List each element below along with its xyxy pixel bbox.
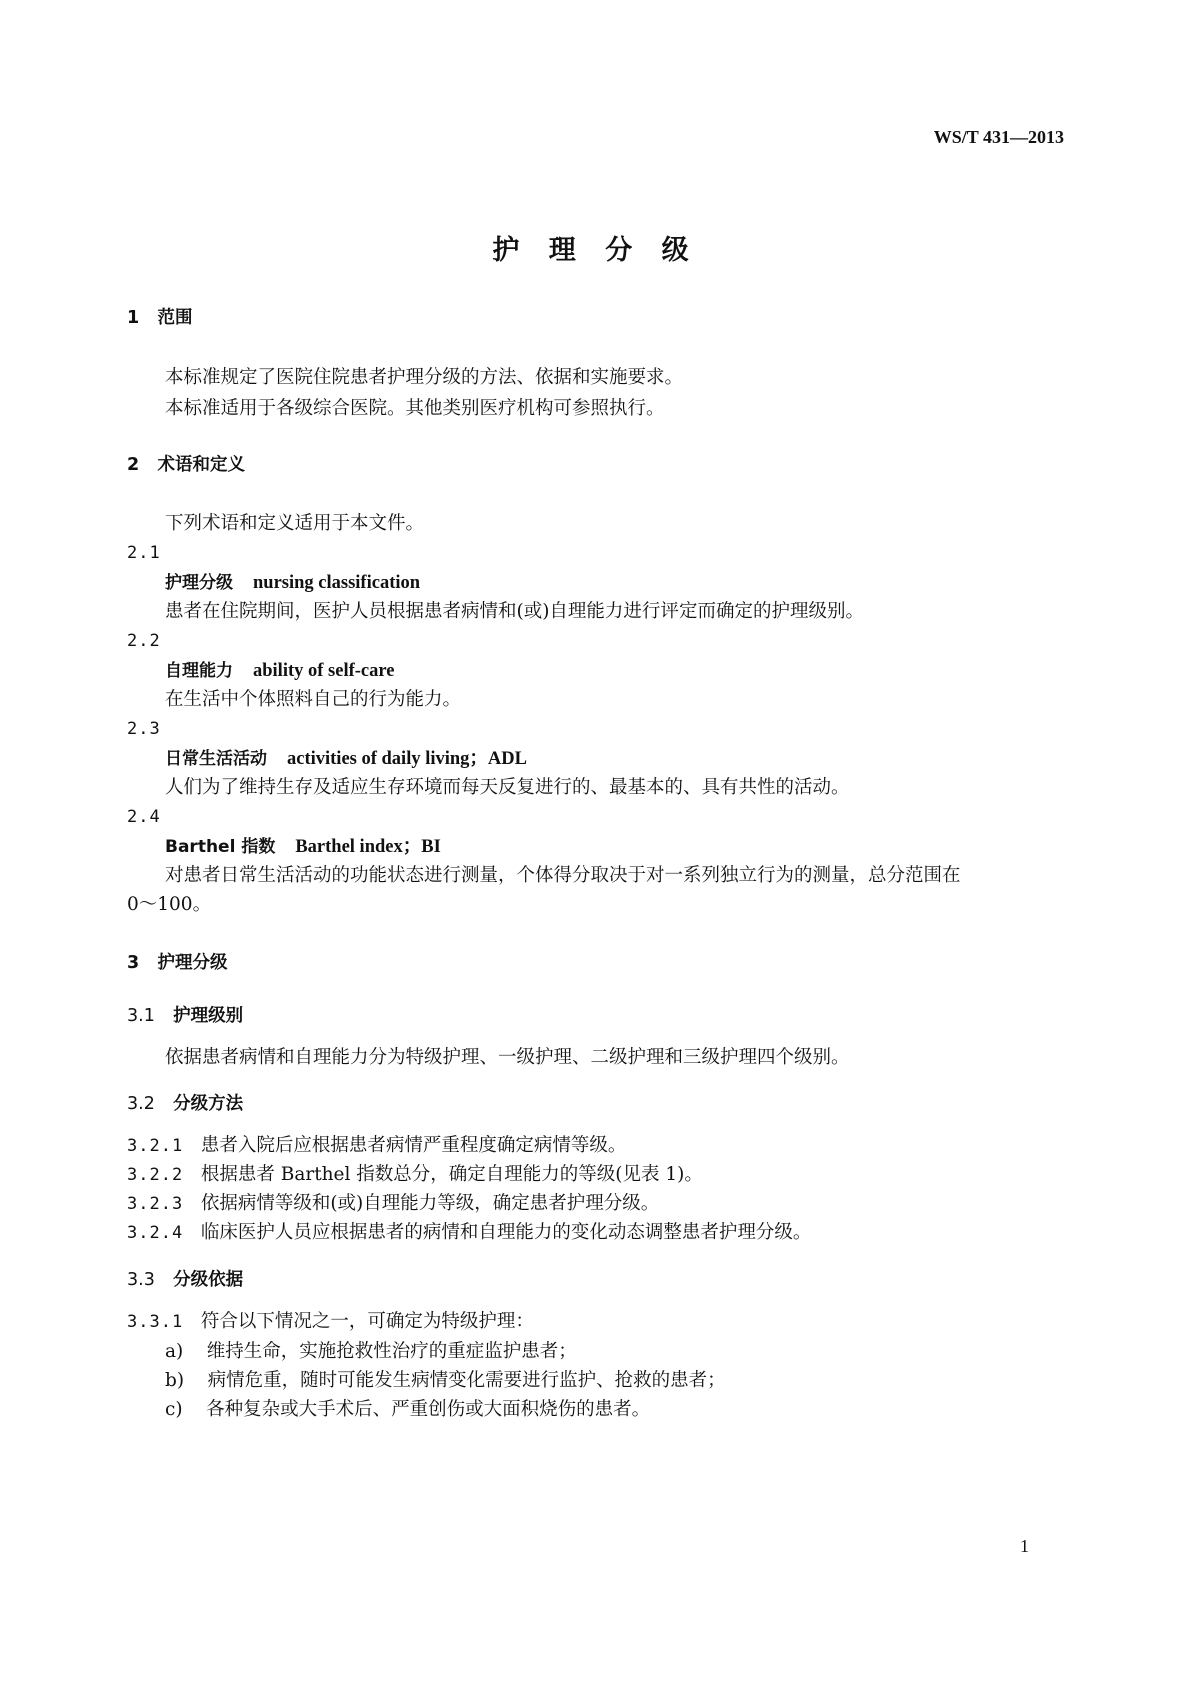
term-en: ability of self-care	[253, 661, 395, 681]
clause-number: 3.3.1	[127, 1312, 184, 1332]
list-label: b)	[165, 1370, 185, 1391]
clause-text: 依据病情等级和(或)自理能力等级，确定患者护理分级。	[200, 1193, 660, 1214]
term-number: 2.3	[127, 719, 161, 739]
subsection-number: 3.3	[127, 1270, 155, 1290]
term-heading	[165, 659, 394, 683]
section-number: 1	[127, 308, 140, 328]
term-heading	[165, 747, 527, 771]
paragraph: 下列术语和定义适用于本文件。	[165, 513, 425, 534]
list-text: 维持生命，实施抢救性治疗的重症监护患者；	[206, 1341, 577, 1362]
subsection-title: 分级方法	[173, 1094, 244, 1114]
term-definition: 在生活中个体照料自己的行为能力。	[165, 689, 462, 710]
term-en: activities of daily living；ADL	[287, 749, 527, 769]
section-number: 3	[127, 953, 140, 973]
term-zh: Barthel 指数	[165, 837, 276, 857]
term-number: 2.4	[127, 807, 161, 827]
section-3-heading	[127, 951, 227, 975]
clause-text: 患者入院后应根据患者病情严重程度确定病情等级。	[200, 1135, 627, 1156]
subsection-number: 3.1	[127, 1006, 155, 1026]
subsection-title: 护理级别	[173, 1006, 244, 1026]
clause	[127, 1221, 811, 1245]
clause	[127, 1163, 703, 1187]
list-item	[165, 1398, 650, 1422]
paragraph: 本标准适用于各级综合医院。其他类别医疗机构可参照执行。	[165, 398, 665, 419]
clause-number: 3.2.1	[127, 1136, 184, 1156]
term-zh: 自理能力	[165, 661, 233, 681]
term-en: nursing classification	[253, 573, 421, 593]
section-2-heading	[127, 453, 245, 477]
subsection-3-2-heading	[127, 1092, 243, 1116]
subsection-3-1-heading	[127, 1004, 243, 1028]
clause-number: 3.2.2	[127, 1165, 184, 1185]
standard-number: WS/T 431—2013	[933, 127, 1064, 147]
list-label: a)	[165, 1341, 184, 1362]
term-definition: 人们为了维持生存及适应生存环境而每天反复进行的、最基本的、具有共性的活动。	[165, 777, 850, 798]
section-title: 术语和定义	[157, 455, 245, 475]
list-text: 各种复杂或大手术后、严重创伤或大面积烧伤的患者。	[206, 1399, 651, 1420]
section-title: 范围	[157, 308, 193, 328]
clause	[127, 1134, 626, 1158]
term-heading	[165, 835, 441, 859]
list-text: 病情危重，随时可能发生病情变化需要进行监护、抢救的患者；	[207, 1370, 726, 1391]
section-title: 护理分级	[157, 953, 228, 973]
clause-text: 符合以下情况之一，可确定为特级护理：	[200, 1311, 534, 1332]
term-zh: 日常生活活动	[165, 749, 267, 769]
clause-text: 临床医护人员应根据患者的病情和自理能力的变化动态调整患者护理分级。	[200, 1222, 812, 1243]
subsection-number: 3.2	[127, 1094, 155, 1114]
term-number: 2.1	[127, 543, 161, 563]
clause-number: 3.2.4	[127, 1223, 184, 1243]
section-number: 2	[127, 455, 140, 475]
term-definition: 患者在住院期间，医护人员根据患者病情和(或)自理能力进行评定而确定的护理级别。	[165, 601, 864, 622]
list-item	[165, 1340, 577, 1364]
list-item	[165, 1369, 726, 1393]
page-number: 1	[1020, 1536, 1029, 1556]
paragraph: 依据患者病情和自理能力分为特级护理、一级护理、二级护理和三级护理四个级别。	[165, 1047, 850, 1068]
section-1-heading	[127, 306, 192, 330]
term-en: Barthel index；BI	[295, 837, 441, 857]
term-definition-continued: 0～100。	[127, 894, 212, 915]
list-label: c)	[165, 1399, 183, 1420]
document-title: 护 理 分 级	[492, 235, 699, 266]
clause-number: 3.2.3	[127, 1194, 184, 1214]
subsection-title: 分级依据	[173, 1270, 244, 1290]
term-zh: 护理分级	[165, 573, 233, 593]
subsection-3-3-heading	[127, 1268, 243, 1292]
paragraph: 本标准规定了医院住院患者护理分级的方法、依据和实施要求。	[165, 367, 684, 388]
term-number: 2.2	[127, 631, 161, 651]
term-definition: 对患者日常生活活动的功能状态进行测量，个体得分取决于对一系列独立行为的测量，总分范围在	[165, 865, 961, 886]
clause	[127, 1192, 659, 1216]
clause-text: 根据患者 Barthel 指数总分，确定自理能力的等级(见表 1)。	[200, 1164, 703, 1185]
clause	[127, 1310, 534, 1334]
term-heading	[165, 571, 420, 595]
